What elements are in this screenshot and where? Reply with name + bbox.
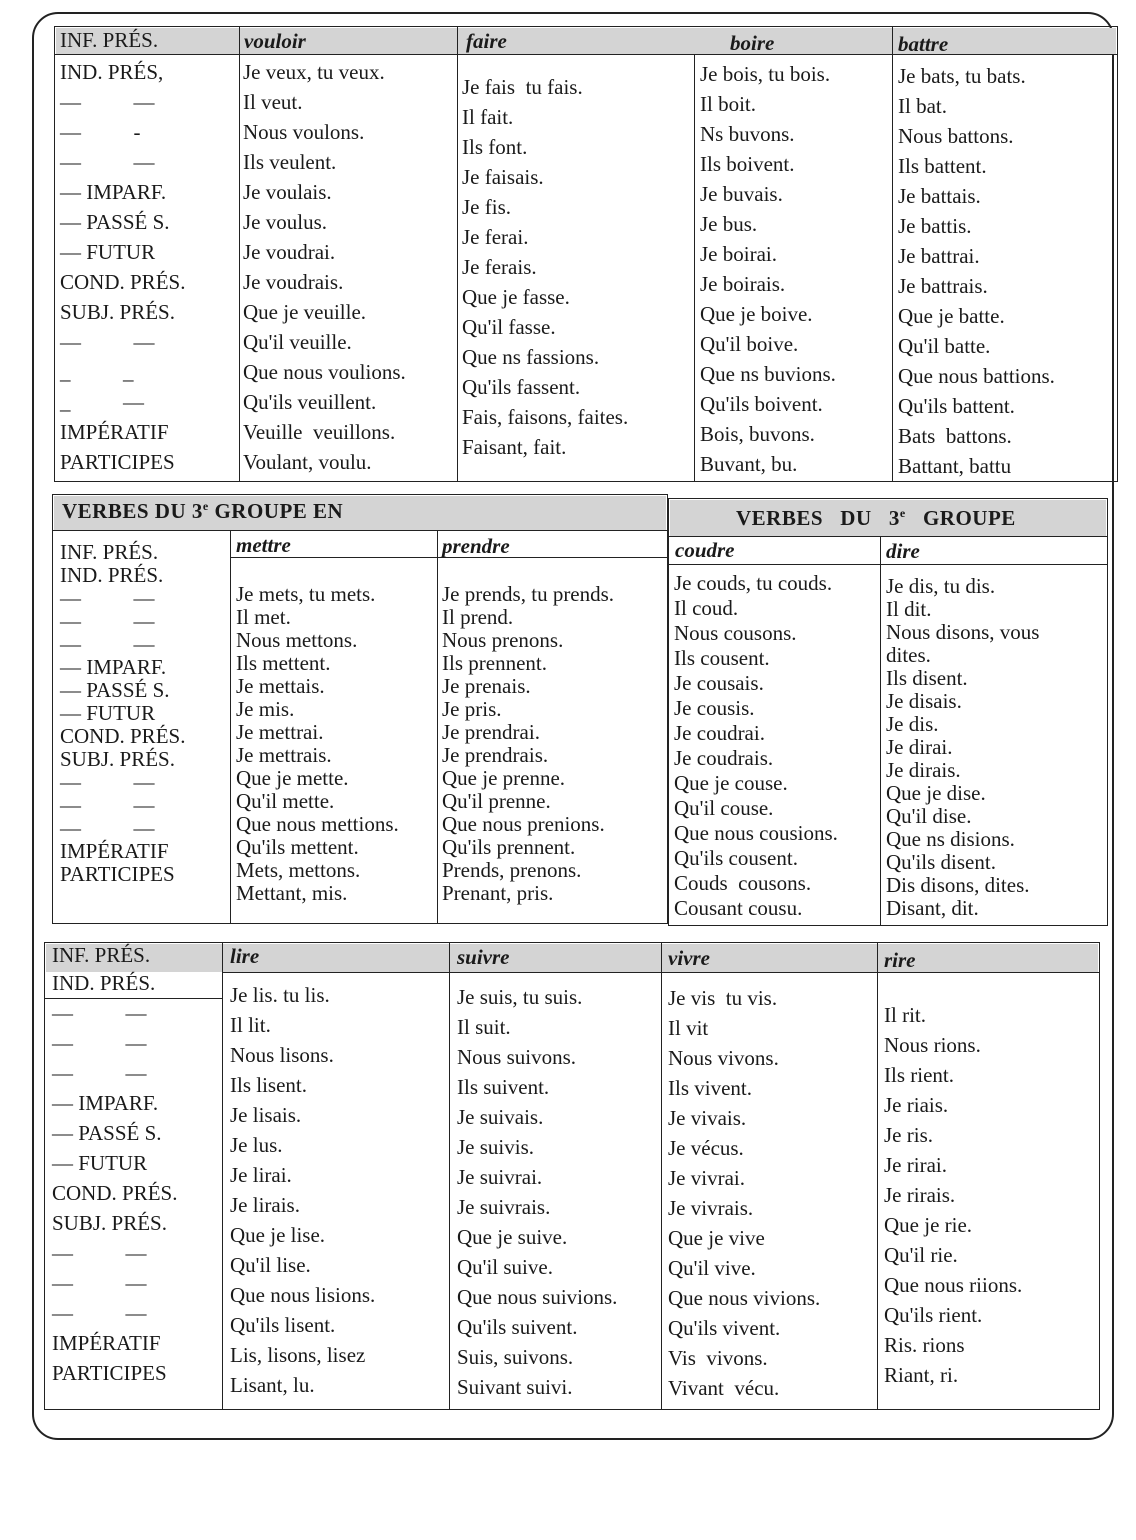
row-label: — —: [52, 1001, 147, 1025]
conjugated-form: Je ferais.: [462, 255, 537, 279]
conjugated-form: Que nous riions.: [884, 1273, 1023, 1297]
conjugated-form: Que nous voulions.: [243, 360, 406, 384]
row-label: — —: [60, 90, 155, 114]
verb-rire: rire: [884, 948, 916, 972]
verb-prendre: prendre: [442, 534, 510, 558]
conjugated-form: Ils prennent.: [442, 651, 547, 675]
conjugated-form: Qu'il batte.: [898, 334, 991, 358]
conjugated-form: Je buvais.: [700, 182, 783, 206]
conjugated-form: Je lirais.: [230, 1193, 300, 1217]
conjugated-form: Que je suive.: [457, 1225, 568, 1249]
row-label: COND. PRÉS.: [60, 724, 186, 748]
conjugated-form: Que je boive.: [700, 302, 813, 326]
conjugated-form: Je suivrai.: [457, 1165, 543, 1189]
row-label: — PASSÉ S.: [52, 1121, 162, 1145]
table1-header-bar: [56, 28, 1116, 54]
conjugated-form: Nous cousons.: [674, 621, 797, 645]
conjugated-form: Je lis. tu lis.: [230, 983, 330, 1007]
conjugated-form: Qu'il fasse.: [462, 315, 556, 339]
conjugated-form: Ils lisent.: [230, 1073, 307, 1097]
row-label: — —: [60, 816, 155, 840]
row-label: COND. PRÉS.: [60, 270, 186, 294]
conjugated-form: Ils font.: [462, 135, 528, 159]
row-label: — IMPARF.: [60, 180, 167, 204]
conjugated-form: Nous lisons.: [230, 1043, 334, 1067]
conjugated-form: Qu'il prenne.: [442, 789, 551, 813]
conjugated-form: Je voudrais.: [243, 270, 344, 294]
row-label: PARTICIPES: [60, 862, 175, 886]
conjugated-form: Je disais.: [886, 689, 962, 713]
conjugated-form: Il lit.: [230, 1013, 271, 1037]
verb-boire: boire: [730, 31, 775, 55]
conjugated-form: Veuille veuillons.: [243, 420, 396, 444]
conjugated-form: Qu'ils battent.: [898, 394, 1015, 418]
conjugated-form: Il fait.: [462, 105, 514, 129]
conjugated-form: Je battrai.: [898, 244, 980, 268]
row-label: — FUTUR: [52, 1151, 148, 1175]
conjugated-form: Ils boivent.: [700, 152, 795, 176]
row-label: IND. PRÉS,: [60, 60, 164, 84]
conjugated-form: Je rirais.: [884, 1183, 956, 1207]
conjugated-form: Ils mettent.: [236, 651, 331, 675]
conjugated-form: Je dis, tu dis.: [886, 574, 996, 598]
conjugated-form: Je mettrai.: [236, 720, 324, 744]
conjugated-form: Que je dise.: [886, 781, 986, 805]
conjugated-form: Ils cousent.: [674, 646, 770, 670]
conjugated-form: Voulant, voulu.: [243, 450, 372, 474]
conjugated-form: Lis, lisons, lisez: [230, 1343, 366, 1367]
row-label: SUBJ. PRÉS.: [52, 1211, 167, 1235]
row-label: — PASSÉ S.: [60, 678, 170, 702]
conjugated-form: Que ns disions.: [886, 827, 1015, 851]
conjugated-form: Que je couse.: [674, 771, 788, 795]
row-label: — —: [52, 1061, 147, 1085]
conjugated-form: Il dit.: [886, 597, 932, 621]
conjugated-form: Ils rient.: [884, 1063, 954, 1087]
row-label: IMPÉRATIF: [60, 420, 169, 444]
conjugated-form: Nous mettons.: [236, 628, 358, 652]
conjugated-form: Je fais tu fais.: [462, 75, 583, 99]
conjugated-form: Que nous battions.: [898, 364, 1055, 388]
conjugated-form: Je dis.: [886, 712, 939, 736]
row-label: PARTICIPES: [52, 1361, 167, 1385]
row-label: — —: [52, 1271, 147, 1295]
conjugated-form: Couds cousons.: [674, 871, 812, 895]
conjugated-form: Vis vivons.: [668, 1346, 768, 1370]
conjugated-form: Je prendrais.: [442, 743, 549, 767]
conjugated-form: Je suis, tu suis.: [457, 985, 583, 1009]
row-label: — —: [52, 1241, 147, 1265]
conjugated-form: Je lirai.: [230, 1163, 292, 1187]
conjugated-form: Que nous mettions.: [236, 812, 399, 836]
conjugated-form: Je bus.: [700, 212, 758, 236]
conjugated-form: Nous voulons.: [243, 120, 365, 144]
row-label: IMPÉRATIF: [52, 1331, 161, 1355]
conjugated-form: Que je lise.: [230, 1223, 326, 1247]
conjugated-form: Je lus.: [230, 1133, 283, 1157]
conjugated-form: Je prends, tu prends.: [442, 582, 615, 606]
row-label: IND. PRÉS.: [52, 971, 156, 995]
row-label: COND. PRÉS.: [52, 1181, 178, 1205]
conjugated-form: Qu'il lise.: [230, 1253, 311, 1277]
conjugated-form: Je cousais.: [674, 671, 764, 695]
conjugated-form: Qu'il rie.: [884, 1243, 958, 1267]
conjugated-form: Que nous lisions.: [230, 1283, 376, 1307]
row-label: — -: [60, 120, 141, 144]
row-label: — IMPARF.: [60, 655, 167, 679]
conjugated-form: Suis, suivons.: [457, 1345, 574, 1369]
verb-mettre: mettre: [236, 533, 291, 557]
conjugated-form: Faisant, fait.: [462, 435, 567, 459]
row-label: IMPÉRATIF: [60, 839, 169, 863]
conjugated-form: Nous disons, vous: [886, 620, 1040, 644]
row-label: SUBJ. PRÉS.: [60, 747, 175, 771]
verb-vouloir: vouloir: [244, 29, 306, 53]
conjugated-form: Je suivis.: [457, 1135, 535, 1159]
row-label: — —: [60, 609, 155, 633]
conjugated-form: Il suit.: [457, 1015, 511, 1039]
row-label: _ —: [60, 390, 144, 414]
conjugated-form: Qu'ils cousent.: [674, 846, 798, 870]
conjugated-form: Je coudrai.: [674, 721, 765, 745]
conjugated-form: Que je fasse.: [462, 285, 570, 309]
conjugated-form: Je mis.: [236, 697, 295, 721]
conjugated-form: Nous suivons.: [457, 1045, 577, 1069]
conjugated-form: Je mets, tu mets.: [236, 582, 376, 606]
conjugated-form: Buvant, bu.: [700, 452, 798, 476]
conjugated-form: Nous battons.: [898, 124, 1014, 148]
verb-vivre: vivre: [668, 946, 710, 970]
conjugated-form: Je suivais.: [457, 1105, 544, 1129]
conjugated-form: Cousant cousu.: [674, 896, 803, 920]
conjugated-form: Il vit: [668, 1016, 709, 1040]
conjugated-form: Qu'il suive.: [457, 1255, 553, 1279]
conjugated-form: Que je prenne.: [442, 766, 566, 790]
verb-coudre: coudre: [675, 538, 735, 562]
conjugated-form: Je boirai.: [700, 242, 777, 266]
conjugated-form: Il met.: [236, 605, 291, 629]
conjugated-form: Je pris.: [442, 697, 502, 721]
conjugated-form: Je vis tu vis.: [668, 986, 778, 1010]
conjugated-form: Je riais.: [884, 1093, 949, 1117]
conjugated-form: Qu'il boive.: [700, 332, 799, 356]
conjugated-form: Ils suivent.: [457, 1075, 550, 1099]
conjugated-form: Je ferai.: [462, 225, 529, 249]
conjugated-form: Mets, mettons.: [236, 858, 361, 882]
row-label: SUBJ. PRÉS.: [60, 300, 175, 324]
conjugated-form: Qu'ils disent.: [886, 850, 996, 874]
row-label: — —: [52, 1301, 147, 1325]
conjugated-form: Il rit.: [884, 1003, 926, 1027]
conjugated-form: Je prendrai.: [442, 720, 540, 744]
row-label: — FUTUR: [60, 701, 156, 725]
conjugated-form: Je fis.: [462, 195, 511, 219]
conjugated-form: Il coud.: [674, 596, 739, 620]
conjugated-form: Prenant, pris.: [442, 881, 554, 905]
conjugated-form: Bats battons.: [898, 424, 1012, 448]
row-label: — —: [52, 1031, 147, 1055]
conjugated-form: Qu'il vive.: [668, 1256, 756, 1280]
conjugated-form: Je cousis.: [674, 696, 755, 720]
conjugated-form: Suivant suivi.: [457, 1375, 573, 1399]
conjugated-form: Il prend.: [442, 605, 514, 629]
conjugated-form: Que ns fassions.: [462, 345, 600, 369]
conjugated-form: Prends, prenons.: [442, 858, 582, 882]
conjugated-form: Battant, battu: [898, 454, 1012, 478]
table3-title: VERBES DU 3e GROUPE: [736, 506, 1016, 530]
conjugated-form: Que je mette.: [236, 766, 349, 790]
conjugated-form: Je bats, tu bats.: [898, 64, 1026, 88]
row-label: — —: [60, 632, 155, 656]
conjugated-form: Nous rions.: [884, 1033, 981, 1057]
conjugated-form: Qu'ils mettent.: [236, 835, 359, 859]
conjugated-form: Qu'ils suivent.: [457, 1315, 578, 1339]
conjugated-form: Qu'il mette.: [236, 789, 335, 813]
conjugated-form: Je prenais.: [442, 674, 531, 698]
verb-suivre: suivre: [457, 945, 510, 969]
conjugated-form: Que nous vivions.: [668, 1286, 821, 1310]
conjugated-form: Que je veuille.: [243, 300, 367, 324]
row-label: — PASSÉ S.: [60, 210, 170, 234]
conjugated-form: dites.: [886, 643, 931, 667]
row-label: IND. PRÉS.: [60, 563, 164, 587]
row-label: — —: [60, 330, 155, 354]
conjugated-form: Nous prenons.: [442, 628, 564, 652]
conjugated-form: Ns buvons.: [700, 122, 795, 146]
conjugated-form: Mettant, mis.: [236, 881, 348, 905]
conjugated-form: Je mettrais.: [236, 743, 332, 767]
conjugated-form: Qu'ils boivent.: [700, 392, 823, 416]
row-label: — IMPARF.: [52, 1091, 159, 1115]
conjugated-form: Il bat.: [898, 94, 947, 118]
conjugated-form: Je mettais.: [236, 674, 325, 698]
conjugated-form: Que je vive: [668, 1226, 765, 1250]
conjugated-form: Disant, dit.: [886, 896, 979, 920]
table1-header-label: INF. PRÉS.: [60, 28, 159, 52]
verb-lire: lire: [230, 944, 260, 968]
conjugated-form: Dis disons, dites.: [886, 873, 1030, 897]
conjugated-form: Que nous prenions.: [442, 812, 605, 836]
conjugated-form: Je boirais.: [700, 272, 786, 296]
conjugated-form: Qu'il dise.: [886, 804, 972, 828]
conjugated-form: Ris. rions: [884, 1333, 965, 1357]
conjugated-form: Qu'il couse.: [674, 796, 774, 820]
table4-header-label: INF. PRÉS.: [52, 943, 151, 967]
row-label: PARTICIPES: [60, 450, 175, 474]
conjugated-form: Lisant, lu.: [230, 1373, 315, 1397]
conjugated-form: Je vivais.: [668, 1106, 747, 1130]
conjugated-form: Je voulais.: [243, 180, 332, 204]
conjugated-form: Je vivrais.: [668, 1196, 754, 1220]
conjugated-form: Je ris.: [884, 1123, 933, 1147]
conjugated-form: Fais, faisons, faites.: [462, 405, 629, 429]
conjugated-form: Que ns buvions.: [700, 362, 836, 386]
conjugated-form: Je bois, tu bois.: [700, 62, 831, 86]
conjugated-form: Qu'ils veuillent.: [243, 390, 377, 414]
conjugated-form: Ils battent.: [898, 154, 987, 178]
conjugated-form: Ils disent.: [886, 666, 968, 690]
table4-header-bar: [46, 944, 1098, 972]
conjugated-form: Je battis.: [898, 214, 972, 238]
conjugated-form: Que je batte.: [898, 304, 1005, 328]
conjugated-form: Qu'ils prennent.: [442, 835, 576, 859]
conjugated-form: Que nous cousions.: [674, 821, 838, 845]
conjugated-form: Que nous suivions.: [457, 1285, 618, 1309]
conjugated-form: Riant, ri.: [884, 1363, 959, 1387]
conjugated-form: Bois, buvons.: [700, 422, 815, 446]
conjugated-form: Qu'ils lisent.: [230, 1313, 336, 1337]
conjugated-form: Je lisais.: [230, 1103, 302, 1127]
row-label: — —: [60, 793, 155, 817]
verb-battre: battre: [898, 32, 949, 56]
conjugated-form: Ils vivent.: [668, 1076, 752, 1100]
conjugated-form: Je dirai.: [886, 735, 953, 759]
conjugated-form: Je voudrai.: [243, 240, 336, 264]
conjugated-form: Il boit.: [700, 92, 756, 116]
conjugated-form: Je coudrais.: [674, 746, 774, 770]
conjugated-form: Je rirai.: [884, 1153, 947, 1177]
row-label: — FUTUR: [60, 240, 156, 264]
conjugated-form: Nous vivons.: [668, 1046, 779, 1070]
row-label: _ _: [60, 360, 134, 384]
conjugated-form: Je vivrai.: [668, 1166, 745, 1190]
row-label: — —: [60, 150, 155, 174]
conjugated-form: Qu'il veuille.: [243, 330, 352, 354]
verb-dire: dire: [886, 539, 920, 563]
conjugated-form: Je veux, tu veux.: [243, 60, 385, 84]
conjugated-form: Qu'ils fassent.: [462, 375, 581, 399]
conjugated-form: Je faisais.: [462, 165, 544, 189]
conjugated-form: Je suivrais.: [457, 1195, 551, 1219]
row-label: — —: [60, 586, 155, 610]
conjugated-form: Qu'ils rient.: [884, 1303, 983, 1327]
conjugated-form: Ils veulent.: [243, 150, 337, 174]
table2-title: VERBES DU 3e GROUPE EN: [62, 499, 344, 523]
conjugated-form: Que je rie.: [884, 1213, 973, 1237]
conjugated-form: Qu'ils vivent.: [668, 1316, 781, 1340]
table2-header-label: INF. PRÉS.: [60, 540, 159, 564]
conjugated-form: Il veut.: [243, 90, 303, 114]
conjugated-form: Vivant vécu.: [668, 1376, 780, 1400]
conjugated-form: Je voulus.: [243, 210, 327, 234]
verb-faire: faire: [466, 29, 507, 53]
conjugated-form: Je vécus.: [668, 1136, 744, 1160]
conjugated-form: Je couds, tu couds.: [674, 571, 833, 595]
conjugated-form: Je dirais.: [886, 758, 961, 782]
conjugated-form: Je battrais.: [898, 274, 988, 298]
row-label: — —: [60, 770, 155, 794]
conjugated-form: Je battais.: [898, 184, 981, 208]
